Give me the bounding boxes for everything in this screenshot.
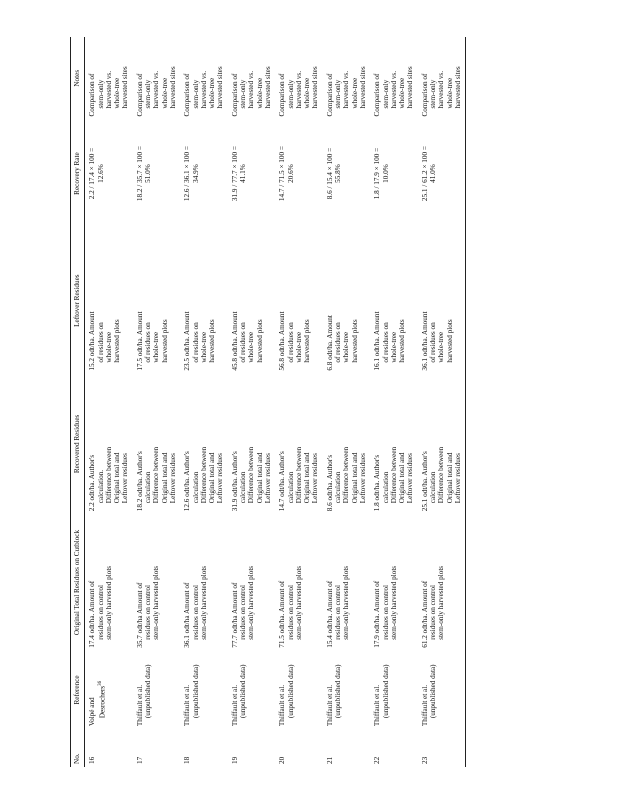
reference-detail bbox=[287, 654, 295, 726]
cell-line: 2.2 / 17.4 × 100 = bbox=[88, 147, 97, 200]
cell-line: residues on control bbox=[381, 585, 390, 640]
cell-line: Difference between bbox=[342, 446, 351, 504]
original-total-cell bbox=[275, 514, 322, 651]
cell-line: 12.6 odt/ha. Author's bbox=[183, 451, 192, 512]
cell-line: residues on control bbox=[428, 585, 437, 640]
cell-line: Original total and bbox=[350, 452, 359, 504]
table-row bbox=[228, 37, 275, 767]
cell-line: harvested vs. bbox=[104, 70, 113, 109]
cell-line: Difference between bbox=[294, 446, 303, 504]
cell-line: Leftover residues bbox=[263, 453, 272, 504]
cell-line: 25.1 odt/ha. Author's bbox=[420, 451, 429, 512]
cell-line: stem-only bbox=[381, 79, 390, 109]
reference-detail-text: (unpublished data) bbox=[191, 664, 200, 719]
cell-line: Leftover residues bbox=[358, 453, 367, 504]
reference-detail bbox=[144, 654, 152, 726]
cell-line: 2.2 odt/ha. Author's bbox=[88, 454, 97, 512]
reference-cell bbox=[418, 651, 466, 729]
cell-line: stem-only harvested plots bbox=[152, 565, 161, 640]
recovery-rate-cell bbox=[228, 120, 275, 228]
leftover-cell bbox=[275, 228, 322, 374]
reference-cell bbox=[228, 651, 275, 729]
cell-line: 20.6% bbox=[286, 164, 295, 183]
cell-line: whole-tree bbox=[113, 77, 122, 109]
cell-line: Leftover residues bbox=[453, 453, 462, 504]
cell-line: Difference between bbox=[247, 446, 256, 504]
table-header-row bbox=[71, 37, 85, 767]
leftover-cell bbox=[180, 228, 227, 374]
notes-cell bbox=[85, 37, 133, 120]
header-recovery-rate: Recovery Rate bbox=[71, 120, 85, 228]
cell-line: harvested sites bbox=[216, 66, 225, 109]
reference-author: Thiffault et al. bbox=[278, 684, 287, 727]
cell-line: whole-tree bbox=[208, 77, 217, 109]
cell-line: whole-tree bbox=[398, 77, 407, 109]
cell-line: of residues on bbox=[96, 322, 105, 363]
cell-line: 31.9 odt/ha. Author's bbox=[230, 451, 239, 512]
row-number: 22 bbox=[373, 756, 382, 764]
cell-line: whole-tree bbox=[104, 331, 113, 363]
recovery-rate-cell bbox=[370, 120, 417, 228]
recovery-rate-cell bbox=[275, 120, 322, 228]
reference-cell bbox=[85, 651, 133, 729]
row-number: 18 bbox=[183, 756, 192, 764]
reference-detail-text: (unpublished data) bbox=[381, 664, 390, 719]
cell-line: harvested plots bbox=[160, 319, 169, 363]
cell-line: whole-tree bbox=[437, 331, 446, 363]
original-total-cell bbox=[370, 514, 417, 651]
cell-line: harvested vs. bbox=[389, 70, 398, 109]
cell-line: stem-only bbox=[286, 79, 295, 109]
cell-line: stem-only harvested plots bbox=[247, 565, 256, 640]
cell-line: harvested vs. bbox=[199, 70, 208, 109]
cell-line: 61.2 odt/ha. Amount of bbox=[420, 580, 429, 648]
cell-line: stem-only harvested plots bbox=[342, 565, 351, 640]
cell-line: 8.6 / 15.4 × 100 = bbox=[325, 147, 334, 200]
cell-line: 36.1 odt/ha Amount of bbox=[183, 582, 192, 648]
cell-line: residues on control bbox=[144, 585, 153, 640]
table-row bbox=[180, 37, 227, 767]
header-original-total: Original Total Residues on Cutblock bbox=[71, 514, 85, 651]
notes-cell bbox=[180, 37, 227, 120]
cell-line: 36.1 odt/ha. Amount bbox=[420, 311, 429, 371]
cell-line: 18.2 odt/ha. Author's bbox=[135, 451, 144, 512]
cell-line: residues on control bbox=[286, 585, 295, 640]
leftover-cell bbox=[228, 228, 275, 374]
cell-line: 15.2 odt/ha. Amount bbox=[88, 311, 97, 371]
cell-line: harvested vs. bbox=[342, 70, 351, 109]
cell-line: of residues on bbox=[144, 322, 153, 363]
reference-detail bbox=[382, 654, 390, 726]
cell-line: Comparison of bbox=[278, 73, 287, 117]
reference-author: Thiffault et al. bbox=[325, 684, 334, 727]
cell-line: 77.7 odt/ha Amount of bbox=[230, 582, 239, 648]
cell-line: Original total and bbox=[303, 452, 312, 504]
cell-line: harvested sites bbox=[263, 66, 272, 109]
cell-line: Comparison of bbox=[420, 73, 429, 117]
original-total-cell bbox=[228, 514, 275, 651]
cell-line: Leftover residues bbox=[406, 453, 415, 504]
reference-author: Thiffault et al. bbox=[135, 684, 144, 727]
reference-detail-text: (unpublished data) bbox=[239, 664, 248, 719]
row-number: 23 bbox=[418, 729, 466, 767]
cell-line: Leftover residues bbox=[216, 453, 225, 504]
cell-line: 8.6 odt/ha. Author's bbox=[325, 454, 334, 512]
cell-line: whole-tree bbox=[389, 331, 398, 363]
cell-line: Comparison of bbox=[230, 73, 239, 117]
cell-line: stem-only harvested plots bbox=[437, 565, 446, 640]
cell-line: whole-tree bbox=[350, 77, 359, 109]
notes-cell bbox=[228, 37, 275, 120]
reference-detail bbox=[239, 654, 247, 726]
table-row bbox=[323, 37, 370, 767]
cell-line: 55.8% bbox=[334, 164, 343, 183]
cell-line: harvested sites bbox=[453, 66, 462, 109]
header-reference: Reference bbox=[71, 651, 85, 729]
cell-line: Comparison of bbox=[183, 73, 192, 117]
original-total-cell bbox=[85, 514, 133, 651]
cell-line: calculation bbox=[428, 471, 437, 504]
cell-line: harvested vs. bbox=[247, 70, 256, 109]
original-total-cell bbox=[323, 514, 370, 651]
cell-line: 18.2 / 35.7 × 100 = bbox=[135, 146, 144, 202]
reference-detail-text: (unpublished data) bbox=[286, 664, 295, 719]
reference-cell bbox=[323, 651, 370, 729]
cell-line: harvested plots bbox=[255, 319, 264, 363]
cell-line: 23.5 odt/ha. Amount bbox=[183, 311, 192, 371]
header-recovered: Recovered Residues bbox=[71, 374, 85, 515]
reference-cell bbox=[133, 651, 180, 729]
row-number: 19 bbox=[230, 756, 239, 764]
table-row bbox=[275, 37, 322, 767]
cell-line: Difference between bbox=[152, 446, 161, 504]
notes-cell bbox=[133, 37, 180, 120]
cell-line: of residues on bbox=[381, 322, 390, 363]
notes-cell bbox=[370, 37, 417, 120]
cell-line: 1.8 odt/ha. Author's bbox=[373, 454, 382, 512]
cell-line: 17.5 odt/ha. Amount bbox=[135, 311, 144, 371]
recovery-rate-cell bbox=[323, 120, 370, 228]
cell-line: harvested plots bbox=[208, 319, 217, 363]
reference-citation-number: 36 bbox=[97, 680, 103, 686]
cell-line: Original total and bbox=[208, 452, 217, 504]
leftover-cell bbox=[133, 228, 180, 374]
cell-line: 12.6% bbox=[96, 164, 105, 183]
cell-line: calculation bbox=[334, 471, 343, 504]
cell-line: harvested plots bbox=[398, 319, 407, 363]
cell-line: 16.1 odt/ha. Amount bbox=[373, 311, 382, 371]
cell-line: Difference between bbox=[389, 446, 398, 504]
cell-line: 25.1 / 61.2 × 100 = bbox=[420, 146, 429, 202]
recovered-cell bbox=[370, 374, 417, 515]
cell-line: stem-only bbox=[96, 79, 105, 109]
cell-line: harvested sites bbox=[358, 66, 367, 109]
cell-line: of residues on bbox=[286, 322, 295, 363]
cell-line: residues on control bbox=[191, 585, 200, 640]
cell-line: Comparison of bbox=[135, 73, 144, 117]
residues-table bbox=[70, 37, 466, 767]
cell-line: Difference between bbox=[437, 446, 446, 504]
recovered-cell bbox=[418, 374, 466, 515]
cell-line: Leftover residues bbox=[121, 453, 130, 504]
reference-author: Thiffault et al. bbox=[420, 684, 429, 727]
cell-line: Original total and bbox=[445, 452, 454, 504]
table-row bbox=[133, 37, 180, 767]
recovered-cell bbox=[275, 374, 322, 515]
original-total-cell bbox=[180, 514, 227, 651]
recovered-cell bbox=[85, 374, 133, 515]
notes-cell bbox=[275, 37, 322, 120]
cell-line: stem-only bbox=[334, 79, 343, 109]
table-body bbox=[85, 37, 466, 767]
cell-line: harvested vs. bbox=[152, 70, 161, 109]
reference-cell bbox=[180, 651, 227, 729]
reference-detail bbox=[192, 654, 200, 726]
reference-cell bbox=[370, 651, 417, 729]
cell-line: Comparison of bbox=[88, 73, 97, 117]
notes-cell bbox=[418, 37, 466, 120]
recovery-rate-cell bbox=[133, 120, 180, 228]
original-total-cell bbox=[418, 514, 466, 651]
cell-line: stem-only harvested plots bbox=[104, 565, 113, 640]
reference-detail-text: (unpublished data) bbox=[334, 664, 343, 719]
cell-line: stem-only harvested plots bbox=[294, 565, 303, 640]
cell-line: whole-tree bbox=[199, 331, 208, 363]
cell-line: of residues on bbox=[191, 322, 200, 363]
cell-line: 6.8 odt/ha. Amount bbox=[325, 315, 334, 371]
leftover-cell bbox=[323, 228, 370, 374]
cell-line: of residues on bbox=[334, 322, 343, 363]
reference-detail-text: Desrochers bbox=[97, 685, 106, 719]
cell-line: harvested plots bbox=[445, 319, 454, 363]
cell-line: calculation bbox=[381, 471, 390, 504]
cell-line: harvested plots bbox=[350, 319, 359, 363]
header-no: No. bbox=[71, 729, 85, 767]
reference-author: Volpé and bbox=[88, 697, 97, 727]
cell-line: whole-tree bbox=[342, 331, 351, 363]
cell-line: 17.4 odt/ha. Amount of bbox=[88, 580, 97, 648]
leftover-cell bbox=[418, 228, 466, 374]
recovered-cell bbox=[323, 374, 370, 515]
recovery-rate-cell bbox=[418, 120, 466, 228]
cell-line: 45.8 odt/ha. Amount bbox=[230, 311, 239, 371]
cell-line: 71.5 odt/ha. Amount of bbox=[278, 580, 287, 648]
cell-line: Comparison of bbox=[373, 73, 382, 117]
cell-line: whole-tree bbox=[247, 331, 256, 363]
cell-line: Original total and bbox=[160, 452, 169, 504]
cell-line: calculation bbox=[144, 471, 153, 504]
table-row bbox=[370, 37, 417, 767]
cell-line: 14.7 / 71.5 × 100 = bbox=[278, 146, 287, 202]
original-total-cell bbox=[133, 514, 180, 651]
cell-line: harvested plots bbox=[113, 319, 122, 363]
cell-line: whole-tree bbox=[303, 77, 312, 109]
cell-line: whole-tree bbox=[152, 331, 161, 363]
cell-line: Leftover residues bbox=[168, 453, 177, 504]
cell-line: Original total and bbox=[255, 452, 264, 504]
table-row bbox=[85, 37, 133, 767]
recovery-rate-cell bbox=[180, 120, 227, 228]
cell-line: Original total and bbox=[113, 452, 122, 504]
header-notes: Notes bbox=[71, 37, 85, 120]
cell-line: Comparison of bbox=[325, 73, 334, 117]
cell-line: stem-only harvested plots bbox=[199, 565, 208, 640]
cell-line: whole-tree bbox=[160, 77, 169, 109]
cell-line: stem-only harvested plots bbox=[389, 565, 398, 640]
cell-line: 56.8 odt/ha. Amount bbox=[278, 311, 287, 371]
cell-line: 41.1% bbox=[239, 164, 248, 183]
reference-cell bbox=[275, 651, 322, 729]
cell-line: 51.0% bbox=[144, 164, 153, 183]
cell-line: Leftover residues bbox=[311, 453, 320, 504]
rotated-page-content bbox=[70, 37, 547, 767]
recovered-cell bbox=[228, 374, 275, 515]
cell-line: 10.0% bbox=[381, 164, 390, 183]
cell-line: whole-tree bbox=[294, 331, 303, 363]
recovery-rate-cell bbox=[85, 120, 133, 228]
cell-line: 34.9% bbox=[191, 164, 200, 183]
cell-line: stem-only bbox=[144, 79, 153, 109]
cell-line: harvested plots bbox=[303, 319, 312, 363]
cell-line: harvested sites bbox=[311, 66, 320, 109]
row-number: 20 bbox=[278, 756, 287, 764]
reference-detail bbox=[429, 654, 437, 726]
notes-cell bbox=[323, 37, 370, 120]
cell-line: 15.4 odt/ha. Amount of bbox=[325, 580, 334, 648]
cell-line: stem-only bbox=[239, 79, 248, 109]
cell-line: 35.7 odt/ha Amount of bbox=[135, 582, 144, 648]
leftover-cell bbox=[85, 228, 133, 374]
cell-line: 12.6 / 36.1 × 100 = bbox=[183, 146, 192, 202]
cell-line: 1.8 / 17.9 × 100 = bbox=[373, 147, 382, 200]
reference-author: Thiffault et al. bbox=[183, 684, 192, 727]
row-number: 21 bbox=[325, 756, 334, 764]
cell-line: stem-only bbox=[428, 79, 437, 109]
cell-line: whole-tree bbox=[255, 77, 264, 109]
cell-line: harvested sites bbox=[168, 66, 177, 109]
row-number: 17 bbox=[135, 756, 144, 764]
cell-line: calculation bbox=[191, 471, 200, 504]
reference-detail bbox=[97, 654, 107, 726]
recovered-cell bbox=[133, 374, 180, 515]
cell-line: 17.9 odt/ha. Amount of bbox=[373, 580, 382, 648]
cell-line: 31.9 / 77.7 × 100 = bbox=[230, 146, 239, 202]
row-number: 16 bbox=[88, 756, 97, 764]
cell-line: Original total and bbox=[398, 452, 407, 504]
cell-line: harvested sites bbox=[121, 66, 130, 109]
cell-line: residues on control bbox=[96, 585, 105, 640]
cell-line: calculation bbox=[286, 471, 295, 504]
cell-line: Difference between bbox=[104, 446, 113, 504]
reference-detail-text: (unpublished data) bbox=[144, 664, 153, 719]
cell-line: stem-only bbox=[191, 79, 200, 109]
cell-line: harvested vs. bbox=[437, 70, 446, 109]
cell-line: harvested vs. bbox=[294, 70, 303, 109]
cell-line: calculation bbox=[239, 471, 248, 504]
cell-line: whole-tree bbox=[445, 77, 454, 109]
cell-line: of residues on bbox=[239, 322, 248, 363]
table-row bbox=[418, 37, 466, 767]
cell-line: calculation. bbox=[96, 469, 105, 504]
cell-line: 14.7 odt/ha. Author's bbox=[278, 451, 287, 512]
header-leftover: Leftover Residues bbox=[71, 228, 85, 374]
cell-line: harvested sites bbox=[406, 66, 415, 109]
reference-author: Thiffault et al. bbox=[230, 684, 239, 727]
cell-line: 41.0% bbox=[428, 164, 437, 183]
recovered-cell bbox=[180, 374, 227, 515]
reference-detail-text: (unpublished data) bbox=[428, 664, 437, 719]
cell-line: residues on control bbox=[334, 585, 343, 640]
cell-line: Difference between bbox=[199, 446, 208, 504]
leftover-cell bbox=[370, 228, 417, 374]
reference-detail bbox=[334, 654, 342, 726]
cell-line: residues on control bbox=[239, 585, 248, 640]
cell-line: of residues on bbox=[428, 322, 437, 363]
reference-author: Thiffault et al. bbox=[373, 684, 382, 727]
